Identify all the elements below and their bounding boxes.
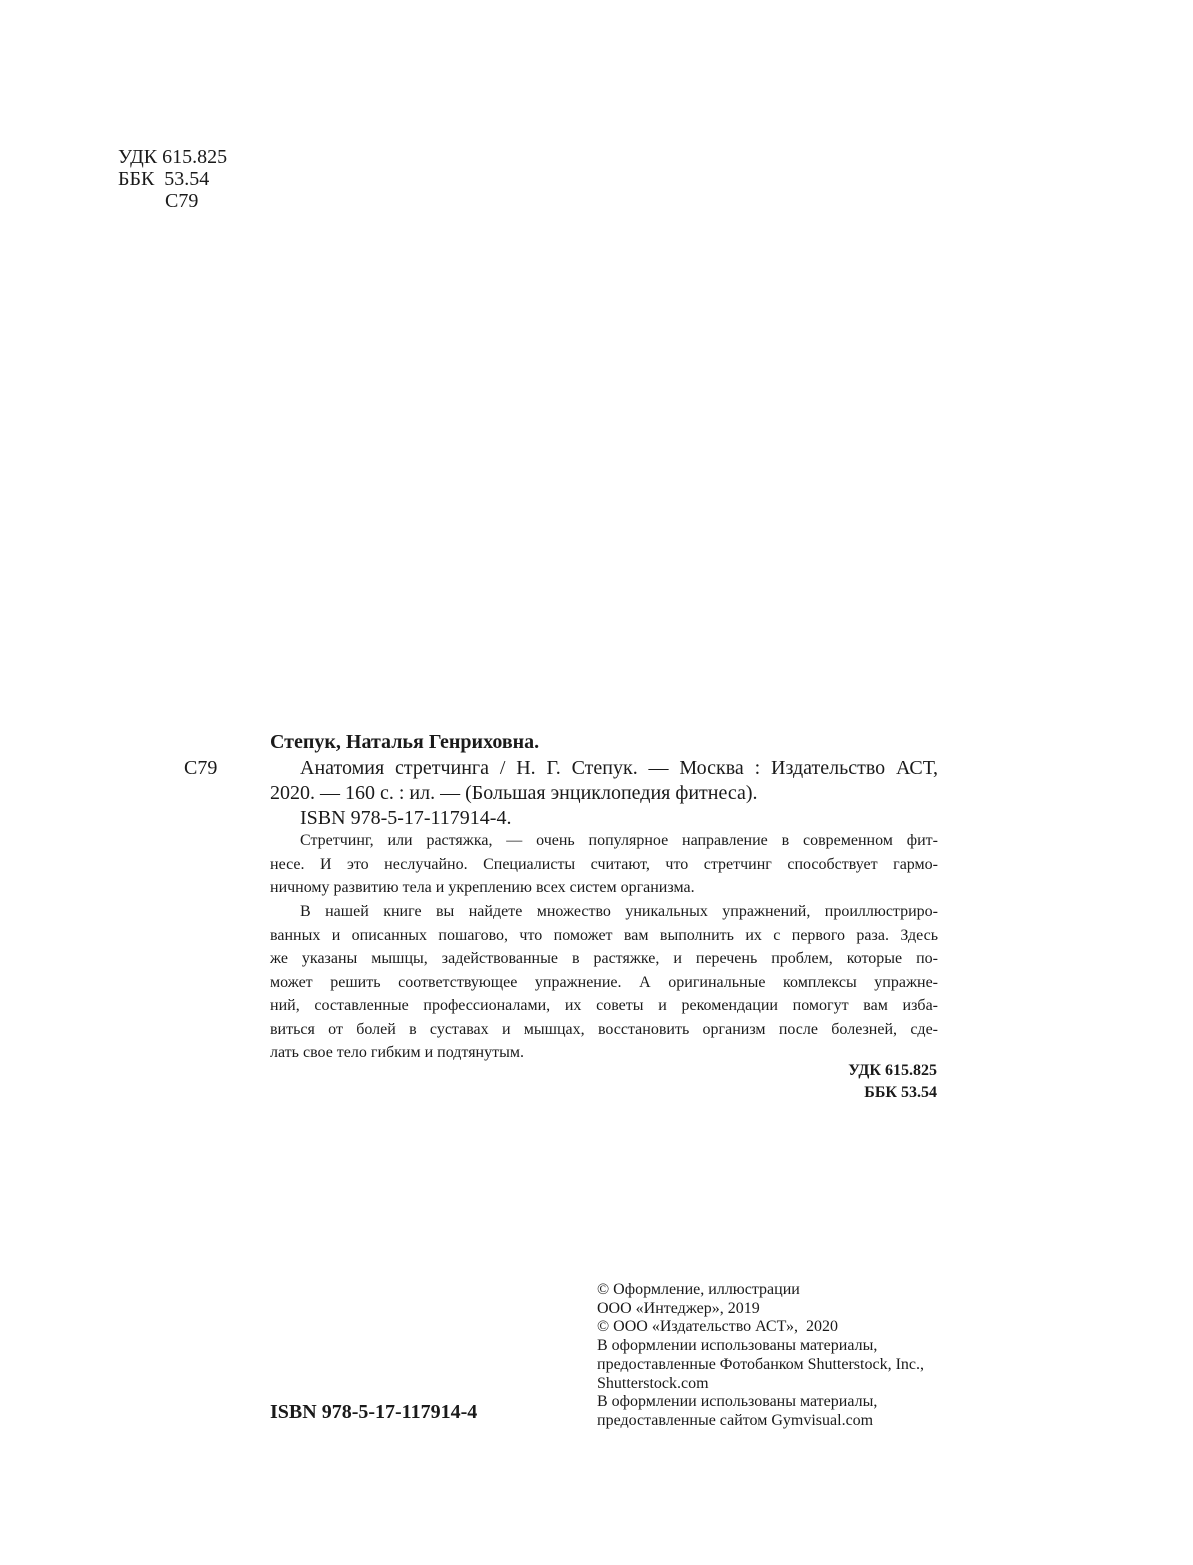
classification-block-bottom: [700, 1060, 937, 1104]
copyright-line-4: В оформлении использованы материалы,: [597, 1337, 878, 1355]
para2-line-6: виться от болей в суставах и мышцах, восстановить организм после болезней, сде-: [270, 1020, 938, 1038]
copyright-line-6: Shutterstock.com: [597, 1374, 709, 1392]
para2-line-4: может решить соответствующее упражнение. А оригинальные комплексы упражне-: [270, 973, 938, 991]
title-line-1: Анатомия стретчинга / Н. Г. Степук. — Москва : Издательство АСТ,: [300, 757, 938, 779]
para1-line-3: ничному развитию тела и укреплению всех систем организма.: [270, 879, 695, 896]
bbk-code: ББК 53.54: [118, 168, 210, 190]
bibliographic-description: [270, 756, 938, 831]
para2-line-3: же указаны мышцы, задействованные в растяжке, и перечень проблем, которые по-: [270, 950, 938, 967]
para1-line-2: несе. И это неслучайно. Специалисты считают, что стретчинг способствует гармо-: [270, 855, 938, 873]
para2-line-1: В нашей книге вы найдете множество уникальных упражнений, проиллюстриро-: [300, 903, 938, 920]
udk-code: УДК 615.825: [118, 146, 228, 168]
annotation-paragraph-1: [270, 829, 938, 900]
copyright-line-2: ООО «Интеджер», 2019: [597, 1299, 760, 1317]
para1-line-1: Стретчинг, или растяжка, — очень популярное направление в современном фит-: [300, 832, 938, 849]
title-line-2: 2020. — 160 с. : ил. — (Большая энциклопедия фитнеса).: [270, 782, 758, 804]
copyright-line-3: © ООО «Издательство АСТ», 2020: [597, 1318, 838, 1336]
para2-line-2: ванных и описанных пошагово, что поможет вам выполнить их с первого раза. Здесь: [270, 926, 938, 944]
para2-line-7: лать свое тело гибким и подтянутым.: [270, 1044, 524, 1061]
author-heading: Степук, Наталья Генриховна.: [270, 731, 540, 753]
copyright-line-5: предоставленные Фотобанком Shutterstock, Inc.,: [597, 1355, 925, 1373]
udk-code-bottom: УДК 615.825: [848, 1062, 937, 1079]
annotation-paragraph-2: [270, 900, 938, 1065]
copyright-line-1: © Оформление, иллюстрации: [597, 1281, 800, 1298]
classification-block-top: [118, 146, 227, 212]
isbn-bottom: ISBN 978-5-17-117914-4: [270, 1401, 478, 1423]
para2-line-5: ний, составленные профессионалами, их советы и рекомендации помогут вам изба-: [270, 997, 938, 1014]
copyright-block: [597, 1281, 924, 1431]
bbk-code-bottom: ББК 53.54: [864, 1084, 937, 1101]
side-author-mark: С79: [184, 757, 218, 779]
author-mark: С79: [165, 190, 199, 212]
copyright-line-7: В оформлении использованы материалы,: [597, 1393, 878, 1411]
isbn-line: ISBN 978-5-17-117914-4.: [300, 807, 512, 829]
copyright-line-8: предоставленные сайтом Gymvisual.com: [597, 1411, 874, 1429]
